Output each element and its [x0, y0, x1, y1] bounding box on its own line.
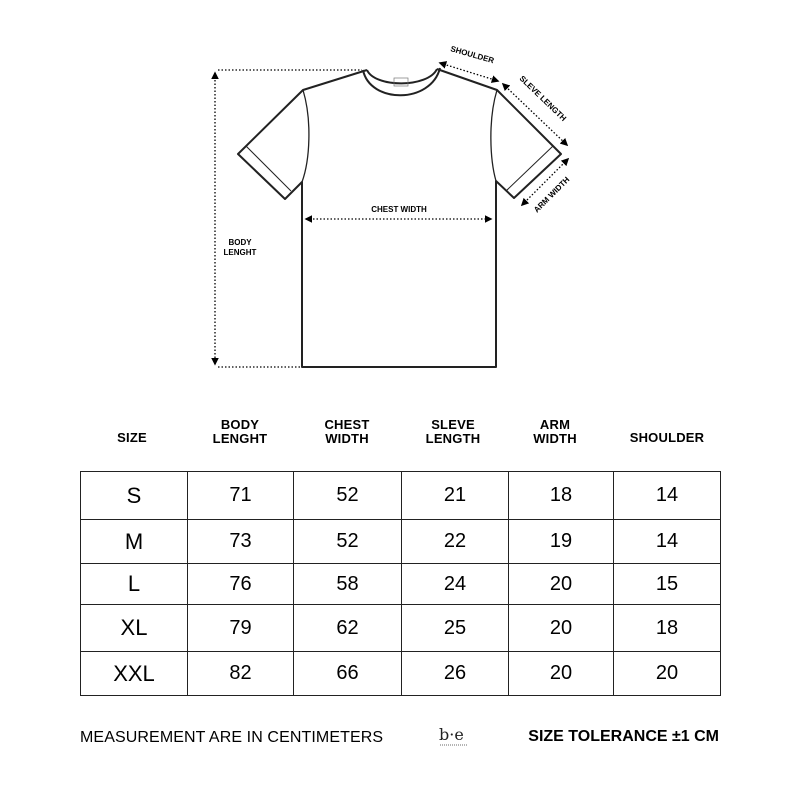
sleeve-length-cell: 22 — [402, 520, 509, 564]
size-tolerance-note: SIZE TOLERANCE ±1 CM — [528, 728, 719, 745]
brand-logo-text: b·e — [439, 725, 464, 744]
table-row — [81, 520, 721, 564]
arm-width-cell: 20 — [509, 652, 614, 696]
header-body-length: BODY LENGHT — [212, 417, 268, 446]
size-table — [80, 471, 721, 696]
chest-width-cell: 52 — [294, 520, 402, 564]
arm-width-cell: 19 — [509, 520, 614, 564]
sleeve-length-cell: 26 — [402, 652, 509, 696]
brand-logo-icon — [437, 724, 471, 750]
size-cell: L — [81, 564, 188, 605]
sleeve-length-cell: 25 — [402, 605, 509, 652]
sleeve-length-cell: 24 — [402, 564, 509, 605]
size-cell: XL — [81, 605, 188, 652]
header-shoulder: SHOULDER — [629, 430, 705, 445]
table-row — [81, 605, 721, 652]
shoulder-cell: 18 — [614, 605, 721, 652]
table-row — [81, 472, 721, 520]
arm-width-cell: 20 — [509, 564, 614, 605]
header-chest-width: CHEST WIDTH — [324, 417, 370, 446]
arm-width-cell: 18 — [509, 472, 614, 520]
shoulder-arrow-icon — [440, 63, 498, 81]
header-sleeve-length: SLEVE LENGTH — [425, 417, 481, 446]
body-length-label-line1: BODY — [228, 238, 252, 247]
chest-width-cell: 58 — [294, 564, 402, 605]
size-cell: S — [81, 472, 188, 520]
tshirt-outline-icon — [238, 68, 561, 367]
sleeve-length-cell: 21 — [402, 472, 509, 520]
body-length-cell: 82 — [188, 652, 294, 696]
shoulder-label: SHOULDER — [449, 44, 496, 66]
shoulder-cell: 14 — [614, 520, 721, 564]
chest-width-label: CHEST WIDTH — [371, 205, 427, 214]
header-arm-width: ARM WIDTH — [533, 417, 577, 446]
size-cell: XXL — [81, 652, 188, 696]
body-length-cell: 73 — [188, 520, 294, 564]
arm-width-cell: 20 — [509, 605, 614, 652]
arm-width-label: ARM WIDTH — [532, 175, 572, 215]
table-row — [81, 564, 721, 605]
body-length-cell: 71 — [188, 472, 294, 520]
body-length-cell: 76 — [188, 564, 294, 605]
header-size: SIZE — [117, 430, 147, 445]
chest-width-cell: 66 — [294, 652, 402, 696]
sleeve-length-label: SLEVE LENGTH — [517, 73, 568, 124]
shoulder-cell: 15 — [614, 564, 721, 605]
body-length-cell: 79 — [188, 605, 294, 652]
shoulder-cell: 20 — [614, 652, 721, 696]
size-cell: M — [81, 520, 188, 564]
neck-tag-icon — [394, 78, 408, 86]
measurement-note: MEASUREMENT ARE IN CENTIMETERS — [80, 729, 384, 746]
chest-width-cell: 62 — [294, 605, 402, 652]
table-row — [81, 652, 721, 696]
chest-width-cell: 52 — [294, 472, 402, 520]
shoulder-cell: 14 — [614, 472, 721, 520]
body-length-label-line2: LENGHT — [223, 248, 257, 257]
